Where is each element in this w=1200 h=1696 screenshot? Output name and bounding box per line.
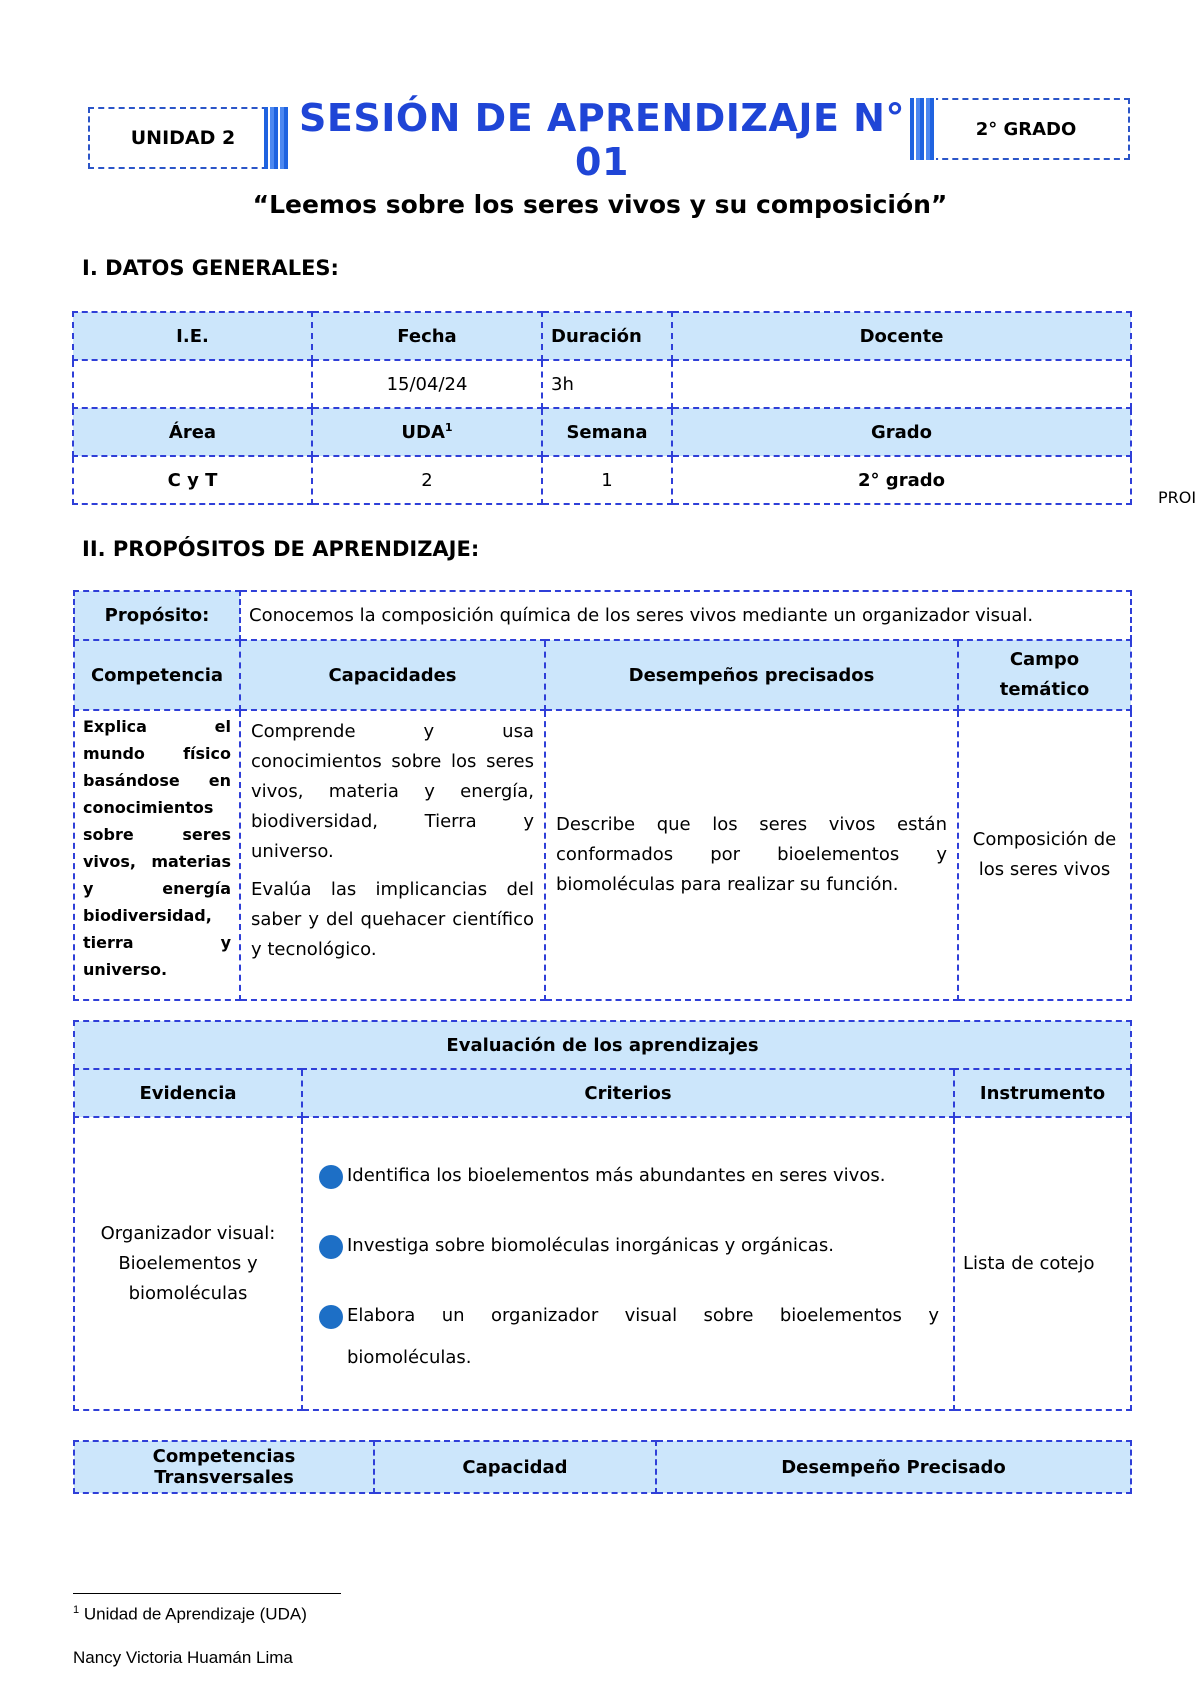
criterios-cell xyxy=(302,1117,954,1410)
competencia-cell: Explica el mundo físico basándose en conocimientos sobre seres vivos, materias y energía biodiversidad, tierra y universo. xyxy=(74,710,240,1000)
campo-tematico-cell: Composición de los seres vivos xyxy=(958,710,1131,1000)
table-header-cell xyxy=(312,408,542,456)
uda-value: 2 xyxy=(312,456,542,504)
footnote-marker: 1 xyxy=(73,1604,80,1616)
table-row xyxy=(73,312,1131,360)
section-heading-datos: I. DATOS GENERALES: xyxy=(82,256,339,280)
semana-value: 1 xyxy=(542,456,672,504)
competencias-transversales-table xyxy=(73,1440,1132,1494)
table-header-cell: Desempeños precisados xyxy=(545,640,958,710)
table-row xyxy=(74,591,1131,640)
table-row xyxy=(73,456,1131,504)
table-row xyxy=(73,360,1131,408)
table-header-cell: Competencia xyxy=(74,640,240,710)
table-row xyxy=(73,408,1131,456)
footnote xyxy=(73,1604,307,1625)
table-row xyxy=(74,1117,1131,1410)
criterio-text: Elabora un organizador visual sobre bioelementos y biomoléculas. xyxy=(347,1304,939,1368)
evaluacion-title: Evaluación de los aprendizajes xyxy=(74,1021,1131,1069)
author-name: Nancy Victoria Huamán Lima xyxy=(73,1648,293,1667)
footnote-text: Unidad de Aprendizaje (UDA) xyxy=(79,1604,307,1624)
table-row xyxy=(74,1069,1131,1117)
badge-decoration xyxy=(910,98,936,160)
datos-generales-table xyxy=(72,311,1132,505)
table-header-cell: Capacidad xyxy=(374,1441,656,1493)
evidencia-cell: Organizador visual: Bioelementos y biomoléculas xyxy=(74,1117,302,1410)
table-header-cell: Desempeño Precisado xyxy=(656,1441,1131,1493)
table-header-cell: Área xyxy=(73,408,312,456)
list-item xyxy=(311,1155,939,1197)
proposito-text: Conocemos la composición química de los seres vivos mediante un organizador visual. xyxy=(240,591,1131,640)
table-header-cell: Competencias Transversales xyxy=(74,1441,374,1493)
table-row xyxy=(74,1021,1131,1069)
table-header-cell: Docente xyxy=(672,312,1131,360)
propositos-table xyxy=(73,590,1132,1001)
table-header-cell: I.E. xyxy=(73,312,312,360)
capacidad-item: Comprende y usa conocimientos sobre los seres vivos, materia y energía, biodiversidad, Tierra y universo. xyxy=(251,721,534,862)
area-value: C y T xyxy=(73,456,312,504)
criterio-text: Investiga sobre biomoléculas inorgánicas y orgánicas. xyxy=(347,1234,834,1256)
table-header-cell: Fecha xyxy=(312,312,542,360)
table-row xyxy=(74,640,1131,710)
ie-value xyxy=(73,360,312,408)
uda-label: UDA xyxy=(401,422,445,443)
table-header-cell: Grado xyxy=(672,408,1131,456)
session-subtitle: “Leemos sobre los seres vivos y su composición” xyxy=(252,190,948,219)
capacidades-cell xyxy=(240,710,545,1000)
desempeno-cell: Describe que los seres vivos están conformados por bioelementos y biomoléculas para realizar su función. xyxy=(545,710,958,1000)
proposito-label: Propósito: xyxy=(74,591,240,640)
table-row xyxy=(74,1441,1131,1493)
section-heading-propositos: II. PROPÓSITOS DE APRENDIZAJE: xyxy=(82,537,480,561)
table-header-cell: Instrumento xyxy=(954,1069,1131,1117)
capacidad-item: Evalúa las implicancias del saber y del quehacer científico y tecnológico. xyxy=(251,879,534,960)
criterios-list xyxy=(311,1155,939,1379)
unit-badge xyxy=(88,107,278,169)
duracion-value: 3h xyxy=(542,360,672,408)
grade-badge-label: 2° GRADO xyxy=(975,118,1077,140)
grado-value: 2° grado xyxy=(672,456,1131,504)
table-header-cell: Criterios xyxy=(302,1069,954,1117)
grade-badge xyxy=(922,98,1130,160)
bullet-icon xyxy=(319,1165,343,1189)
table-header-cell: Capacidades xyxy=(240,640,545,710)
table-header-cell: Evidencia xyxy=(74,1069,302,1117)
table-header-cell: Semana xyxy=(542,408,672,456)
fecha-value: 15/04/24 xyxy=(312,360,542,408)
table-row xyxy=(74,710,1131,1000)
bullet-icon xyxy=(319,1305,343,1329)
criterio-text: Identifica los bioelementos más abundantes en seres vivos. xyxy=(347,1164,886,1186)
list-item xyxy=(311,1295,939,1379)
page-title: SESIÓN DE APRENDIZAJE N° 01 xyxy=(299,96,905,184)
footnote-ref: 1 xyxy=(444,421,453,434)
footnote-separator xyxy=(73,1593,341,1594)
unit-badge-label: UNIDAD 2 xyxy=(130,127,236,149)
instrumento-cell: Lista de cotejo xyxy=(954,1117,1131,1410)
table-header-cell: Campo temático xyxy=(958,640,1131,710)
list-item xyxy=(311,1225,939,1267)
bullet-icon xyxy=(319,1235,343,1259)
evaluacion-table xyxy=(73,1020,1132,1411)
cutoff-text: PROI xyxy=(1158,488,1197,507)
table-header-cell: Duración xyxy=(542,312,672,360)
docente-value xyxy=(672,360,1131,408)
